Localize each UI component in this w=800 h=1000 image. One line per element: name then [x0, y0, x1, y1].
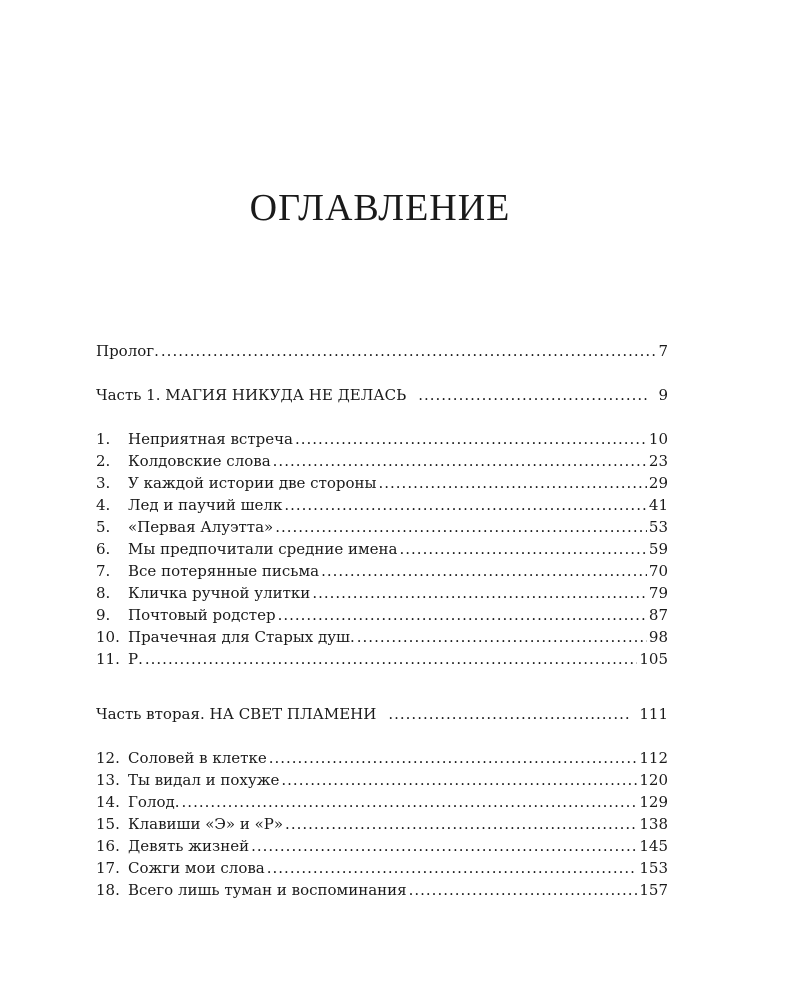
toc-chapter-label: Сожги мои слова	[128, 859, 265, 877]
toc-part-2-chapters	[96, 747, 668, 901]
toc-chapter-number: 16.	[96, 837, 120, 855]
toc-chapter-page: 112	[639, 749, 668, 767]
toc-chapter[interactable]	[96, 582, 668, 604]
toc-chapter-label: Всего лишь туман и воспоминания	[128, 881, 407, 899]
toc-chapter-number: 3.	[96, 474, 111, 492]
toc-chapter-page: 105	[639, 650, 668, 668]
dot-leader	[418, 384, 650, 406]
toc-chapter-page: 59	[648, 540, 668, 558]
toc-chapter[interactable]	[96, 791, 668, 813]
toc-part-page: 9	[658, 386, 668, 404]
toc-chapter-number: 11.	[96, 650, 120, 668]
dot-leader	[409, 879, 638, 901]
toc-entry-label: Пролог.	[96, 342, 159, 360]
toc-chapter-label: У каждой истории две стороны	[128, 474, 377, 492]
toc-chapter[interactable]	[96, 813, 668, 835]
toc-part-2[interactable]	[96, 703, 668, 725]
toc-chapter[interactable]	[96, 494, 668, 516]
toc-chapter-page: 70	[648, 562, 668, 580]
dot-leader	[285, 813, 637, 835]
dot-leader	[284, 494, 647, 516]
toc-chapter-label: «Первая Алуэтта»	[128, 518, 274, 536]
toc-chapter-label: Колдовские слова	[128, 452, 271, 470]
toc-chapter-page: 129	[639, 793, 668, 811]
toc-chapter-number: 9.	[96, 606, 111, 624]
toc-part-label: Часть вторая. НА СВЕТ ПЛАМЕНИ	[96, 705, 377, 723]
toc-chapter-page: 53	[648, 518, 668, 536]
toc-chapter-page: 120	[639, 771, 668, 789]
dot-leader	[278, 604, 647, 626]
dot-leader	[182, 791, 638, 813]
dot-leader	[251, 835, 637, 857]
dot-leader	[312, 582, 647, 604]
toc-chapter-number: 5.	[96, 518, 111, 536]
toc-chapter-number: 6.	[96, 540, 111, 558]
toc-chapter[interactable]	[96, 648, 668, 670]
toc-entry-prologue[interactable]	[96, 340, 668, 362]
toc-chapter-label: Кличка ручной улитки	[128, 584, 311, 602]
toc-chapter-label: Ты видал и похуже	[128, 771, 280, 789]
dot-leader	[400, 538, 647, 560]
toc-chapter-page: 29	[648, 474, 668, 492]
toc-part-1-chapters	[96, 428, 668, 670]
toc-chapter[interactable]	[96, 626, 668, 648]
toc-chapter-page: 153	[639, 859, 668, 877]
toc-chapter-label: Соловей в клетке	[128, 749, 267, 767]
dot-leader	[281, 769, 637, 791]
toc-chapter[interactable]	[96, 835, 668, 857]
toc-chapter[interactable]	[96, 450, 668, 472]
toc-chapter-label: Клавиши «Э» и «Р»	[128, 815, 284, 833]
toc-chapter[interactable]	[96, 604, 668, 626]
toc-chapter-page: 157	[639, 881, 668, 899]
toc-chapter-number: 13.	[96, 771, 120, 789]
toc-chapter-number: 10.	[96, 628, 120, 646]
toc-chapter[interactable]	[96, 879, 668, 901]
toc-chapter-page: 87	[648, 606, 668, 624]
toc-chapter[interactable]	[96, 516, 668, 538]
table-of-contents	[96, 340, 668, 901]
toc-chapter-number: 17.	[96, 859, 120, 877]
page-title: ОГЛАВЛЕНИЕ	[249, 187, 511, 229]
toc-chapter-label: Девять жизней	[128, 837, 250, 855]
toc-chapter-label: Лед и паучий шелк	[128, 496, 283, 514]
toc-chapter-label: Мы предпочитали средние имена	[128, 540, 398, 558]
toc-part-page: 111	[639, 705, 668, 723]
toc-part-1[interactable]	[96, 384, 668, 406]
toc-chapter-number: 12.	[96, 749, 120, 767]
toc-chapter-number: 15.	[96, 815, 120, 833]
toc-chapter-label: Прачечная для Старых душ.	[128, 628, 355, 646]
toc-chapter[interactable]	[96, 560, 668, 582]
toc-chapter-label: Все потерянные письма	[128, 562, 320, 580]
dot-leader	[321, 560, 647, 582]
toc-chapter-number: 14.	[96, 793, 120, 811]
dot-leader	[388, 703, 631, 725]
toc-chapter[interactable]	[96, 857, 668, 879]
toc-chapter[interactable]	[96, 428, 668, 450]
toc-chapter-number: 8.	[96, 584, 111, 602]
dot-leader	[273, 450, 647, 472]
toc-chapter-page: 10	[648, 430, 668, 448]
dot-leader	[145, 648, 637, 670]
dot-leader	[378, 472, 646, 494]
toc-chapter-number: 7.	[96, 562, 111, 580]
toc-chapter-page: 98	[648, 628, 668, 646]
toc-entry-page: 7	[658, 342, 668, 360]
toc-chapter-page: 41	[648, 496, 668, 514]
dot-leader	[269, 747, 638, 769]
dot-leader	[357, 626, 647, 648]
toc-chapter-label: Неприятная встреча	[128, 430, 293, 448]
toc-chapter-number: 2.	[96, 452, 111, 470]
toc-chapter-label: Р.	[128, 650, 143, 668]
toc-chapter-number: 18.	[96, 881, 120, 899]
toc-chapter-page: 23	[648, 452, 668, 470]
toc-chapter[interactable]	[96, 769, 668, 791]
toc-chapter-page: 79	[648, 584, 668, 602]
toc-chapter-number: 1.	[96, 430, 111, 448]
toc-part-label: Часть 1. МАГИЯ НИКУДА НЕ ДЕЛАСЬ	[96, 386, 407, 404]
toc-chapter-page: 138	[639, 815, 668, 833]
toc-chapter-label: Голод.	[128, 793, 180, 811]
dot-leader	[267, 857, 638, 879]
toc-chapter[interactable]	[96, 538, 668, 560]
dot-leader	[295, 428, 647, 450]
toc-chapter[interactable]	[96, 747, 668, 769]
toc-chapter-label: Почтовый родстер	[128, 606, 276, 624]
toc-chapter-page: 145	[639, 837, 668, 855]
toc-chapter-number: 4.	[96, 496, 111, 514]
dot-leader	[275, 516, 647, 538]
dot-leader	[161, 340, 657, 362]
toc-chapter[interactable]	[96, 472, 668, 494]
